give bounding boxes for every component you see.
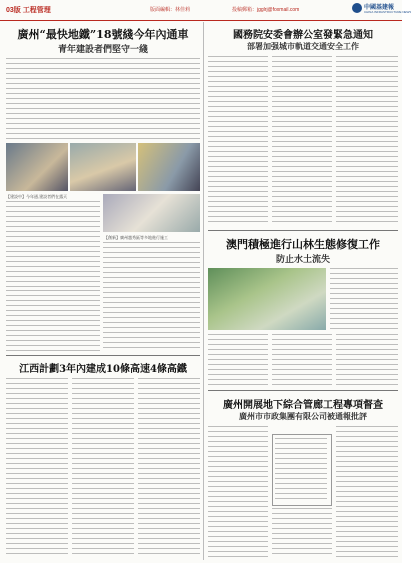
article-1-caption-2: 【創新】廣州越秀區等多地進行施工 bbox=[104, 235, 168, 240]
article-1-photo-2 bbox=[70, 143, 136, 191]
article-2-body-3 bbox=[336, 56, 398, 226]
divider-right-2 bbox=[208, 390, 398, 391]
column-divider bbox=[203, 22, 204, 560]
article-1-body-mid bbox=[6, 201, 100, 287]
editor-label: 版面編輯：林佳莉 bbox=[150, 7, 191, 13]
article-1-body-right bbox=[103, 242, 200, 352]
divider-left bbox=[6, 355, 200, 356]
article-3-body-1 bbox=[208, 334, 268, 386]
article-4-body-3 bbox=[336, 426, 398, 558]
page-header bbox=[0, 0, 411, 21]
article-3-subtitle: 防止水土流失 bbox=[275, 255, 330, 265]
article-1-body-top bbox=[6, 58, 200, 140]
article-5-body-1 bbox=[6, 378, 68, 558]
article-1-caption-1: 【建設中】今年通,建設者們在露天 bbox=[6, 194, 68, 199]
article-4-notice-text bbox=[275, 438, 327, 500]
article-4-title: 廣州開展地下綜合管廊工程專項督查 bbox=[223, 400, 383, 411]
article-4-body-2 bbox=[272, 508, 332, 558]
divider-right-1 bbox=[208, 230, 398, 231]
article-3-body-2 bbox=[272, 334, 332, 386]
article-1-subtitle: 青年建設者們堅守一綫 bbox=[57, 45, 148, 55]
article-2-title: 國務院安委會辦公室發緊急通知 bbox=[233, 30, 373, 41]
brand-logo bbox=[352, 2, 411, 17]
article-5-body-3 bbox=[138, 378, 200, 558]
brand-name: 中國基建報 bbox=[364, 5, 395, 11]
article-3-photo bbox=[208, 268, 326, 330]
article-2-body-1 bbox=[208, 56, 268, 226]
article-1-title: 廣州“最快地鐵”18號綫今年內通車 bbox=[17, 28, 189, 41]
article-4-subtitle: 廣州市市政集團有限公司被通報批評 bbox=[239, 411, 367, 421]
brand-name-en: CHINA INFRASTRUCTURE NEWS bbox=[364, 10, 411, 14]
article-3-body-right bbox=[330, 268, 398, 332]
article-3-body-3 bbox=[336, 334, 398, 386]
article-1-photo-1 bbox=[6, 143, 68, 191]
article-2-subtitle: 部署加强城市軌道交通安全工作 bbox=[247, 41, 359, 51]
article-1-photo-4 bbox=[103, 194, 200, 232]
article-1-photo-3 bbox=[138, 143, 200, 191]
article-4-body-1 bbox=[208, 426, 268, 558]
article-1-body-left bbox=[6, 290, 100, 352]
globe-icon bbox=[352, 3, 362, 13]
article-2-body-2 bbox=[272, 56, 332, 226]
section-label: 03版 工程管理 bbox=[6, 7, 51, 14]
email-label: 投稿郵箱：jgglrj@foxmail.com bbox=[232, 7, 300, 13]
article-5-title: 江西計劃3年內建成10條高速4條高鐵 bbox=[19, 364, 187, 375]
article-5-body-2 bbox=[72, 378, 134, 558]
article-3-title: 澳門積極進行山林生態修復工作 bbox=[226, 238, 380, 251]
